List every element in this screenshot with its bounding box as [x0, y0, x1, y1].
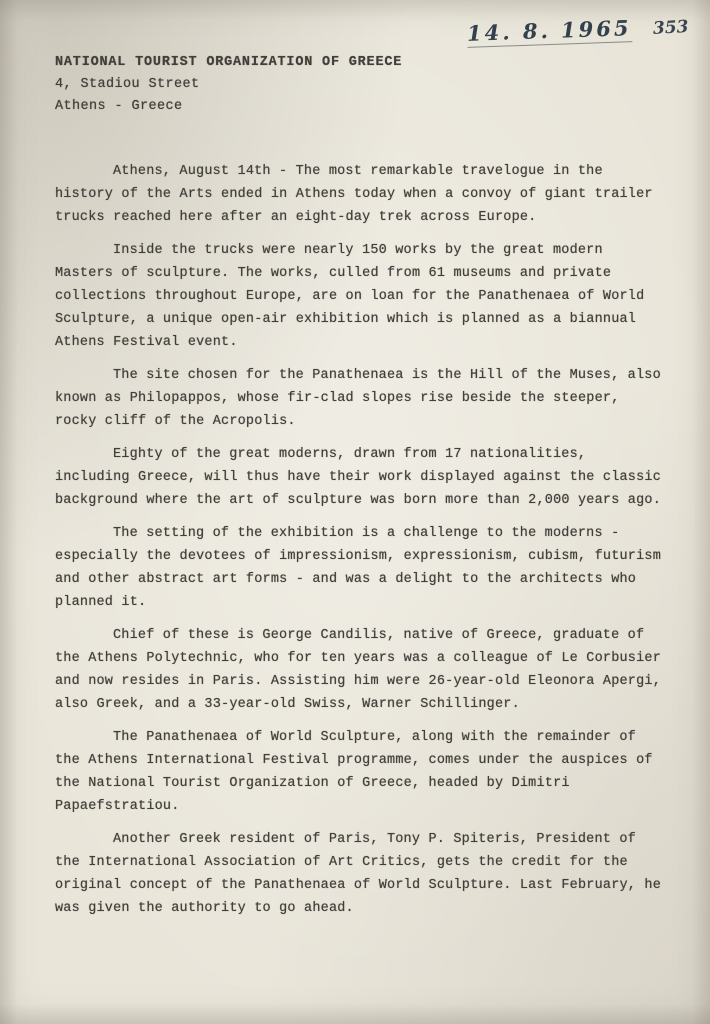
address-street: 4, Stadiou Street [55, 77, 200, 92]
paragraph-3: The site chosen for the Panathenaea is the Hill of the Muses, also known as Philopappos, whose fir-clad slopes rise beside the steeper, rocky cliff of the Acropolis. [55, 368, 661, 429]
paragraph-6: Chief of these is George Candilis, native of Greece, graduate of the Athens Polytechnic, who for ten years was a colleague of Le Corbusier and now resides in Paris. Assisting him were 26-year-old Eleonora Apergi, also Greek, and a 33-year-old Swiss, Warner Schillinger. [55, 628, 661, 712]
paragraph-5: The setting of the exhibition is a challenge to the moderns - especially the devotees of impressionism, expressionism, cubism, futurism and other abstract art forms - and was a delight to the architects who planned it. [55, 526, 661, 610]
organization-name: NATIONAL TOURIST ORGANIZATION OF GREECE [55, 55, 403, 70]
handwritten-page-number: 353 [652, 17, 689, 39]
paragraph-4: Eighty of the great moderns, drawn from 17 nationalities, including Greece, will thus have their work displayed against the classic background where the art of sculpture was born more than 2,000 years ago. [55, 447, 661, 508]
paragraph-7: The Panathenaea of World Sculpture, along with the remainder of the Athens International Festival programme, comes under the auspices of the National Tourist Organization of Greece, headed by Dimitri Papaefstratiou. [55, 730, 653, 814]
paragraph-8: Another Greek resident of Paris, Tony P. Spiteris, President of the International Association of Art Critics, gets the credit for the original concept of the Panathenaea of World Sculpture. Last February, he was given the authority to go ahead. [55, 832, 661, 916]
paragraph-1: Athens, August 14th - The most remarkable travelogue in the history of the Arts ended in Athens today when a convoy of giant trailer trucks reached here after an eight-day trek across Europe. [55, 164, 653, 225]
address-city: Athens - Greece [55, 99, 183, 114]
handwritten-date: 14. 8. 1965 [467, 15, 633, 46]
document-body [55, 160, 663, 930]
paragraph-2: Inside the trucks were nearly 150 works by the great modern Masters of sculpture. The works, culled from 61 museums and private collections throughout Europe, are on loan for the Panathenaea of World Sculpture, a unique open-air exhibition which is planned as a biannual Athens Festival event. [55, 243, 645, 350]
letterhead [55, 52, 402, 118]
